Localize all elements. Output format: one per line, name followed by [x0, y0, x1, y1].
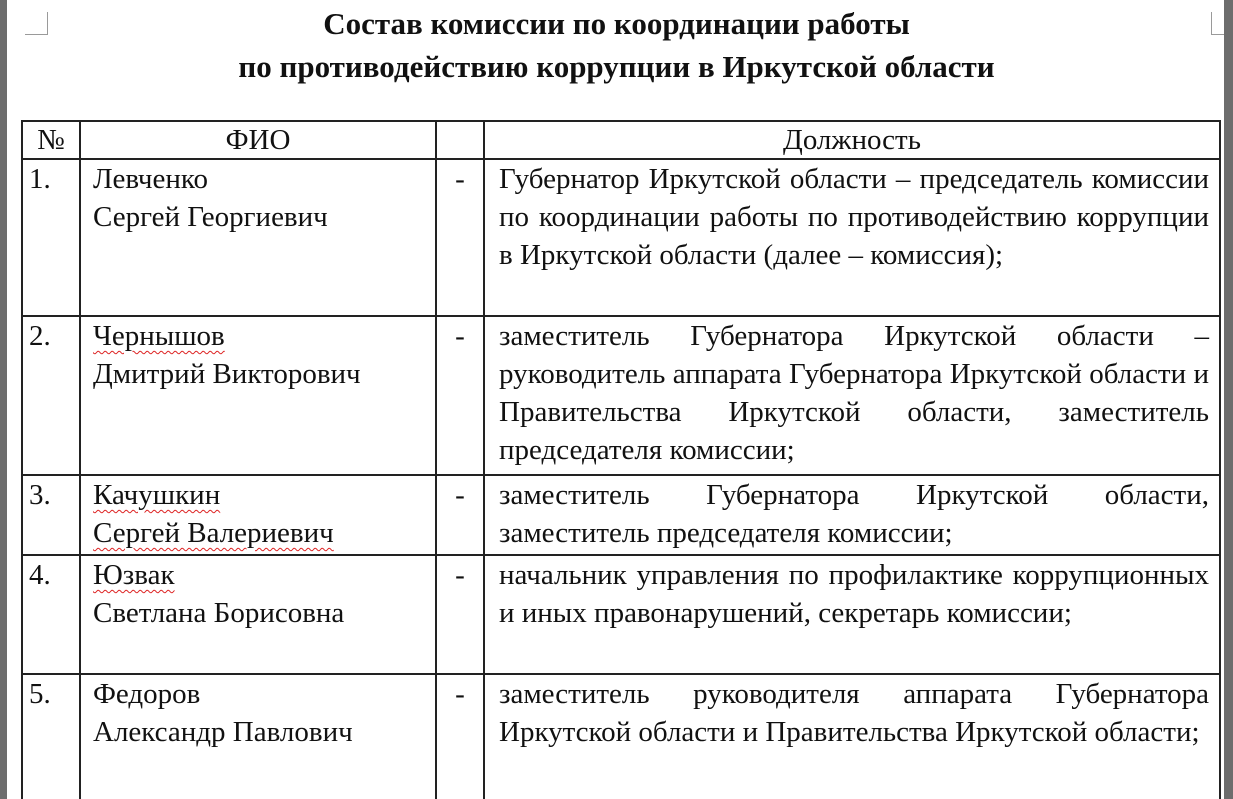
row-num: 5. — [22, 674, 80, 799]
row-given-name: Сергей Георгиевич — [93, 201, 328, 233]
row-surname: Левченко — [93, 163, 209, 195]
row-dash: - — [436, 674, 484, 799]
row-fio — [80, 316, 436, 475]
document-page — [7, 0, 1224, 799]
table-row — [22, 475, 1220, 555]
header-position: Должность — [484, 121, 1220, 159]
row-position: заместитель Губернатора Иркутской области – руководитель аппарата Губернатора Иркутской области и Правительства Иркутской области, заместитель председателя комиссии; — [484, 316, 1220, 475]
row-position: Губернатор Иркутской области – председатель комиссии по координации работы по противодействию коррупции в Иркутской области (далее – комиссия); — [484, 159, 1220, 316]
row-num: 4. — [22, 555, 80, 674]
commission-table — [21, 120, 1221, 799]
table-row — [22, 555, 1220, 674]
row-num: 3. — [22, 475, 80, 555]
title-line-2: по противодействию коррупции в Иркутской области — [238, 49, 995, 84]
row-position: заместитель Губернатора Иркутской области, заместитель председателя комиссии; — [484, 475, 1220, 555]
row-given-name: Светлана Борисовна — [93, 597, 345, 629]
row-surname: Федоров — [93, 678, 201, 710]
header-dash — [436, 121, 484, 159]
header-num: № — [22, 121, 80, 159]
table-row — [22, 159, 1220, 316]
row-surname: Чернышов — [93, 320, 225, 352]
row-given-name: Дмитрий Викторович — [93, 358, 361, 390]
row-dash: - — [436, 555, 484, 674]
row-num: 2. — [22, 316, 80, 475]
title-line-1: Состав комиссии по координации работы — [323, 6, 910, 41]
table-row — [22, 674, 1220, 799]
row-fio — [80, 159, 436, 316]
row-fio — [80, 475, 436, 555]
row-position: начальник управления по профилактике коррупционных и иных правонарушений, секретарь комиссии; — [484, 555, 1220, 674]
header-fio: ФИО — [80, 121, 436, 159]
row-given-name: Сергей Валериевич — [93, 517, 334, 549]
document-title — [7, 2, 1224, 88]
row-dash: - — [436, 475, 484, 555]
table-row — [22, 316, 1220, 475]
row-dash: - — [436, 159, 484, 316]
row-num: 1. — [22, 159, 80, 316]
row-dash: - — [436, 316, 484, 475]
row-fio — [80, 674, 436, 799]
row-position: заместитель руководителя аппарата Губернатора Иркутской области и Правительства Иркутской области; — [484, 674, 1220, 799]
row-given-name: Александр Павлович — [93, 716, 353, 748]
row-surname: Юзвак — [93, 559, 175, 591]
row-surname: Качушкин — [93, 479, 221, 511]
row-fio — [80, 555, 436, 674]
table-header-row — [22, 121, 1220, 159]
